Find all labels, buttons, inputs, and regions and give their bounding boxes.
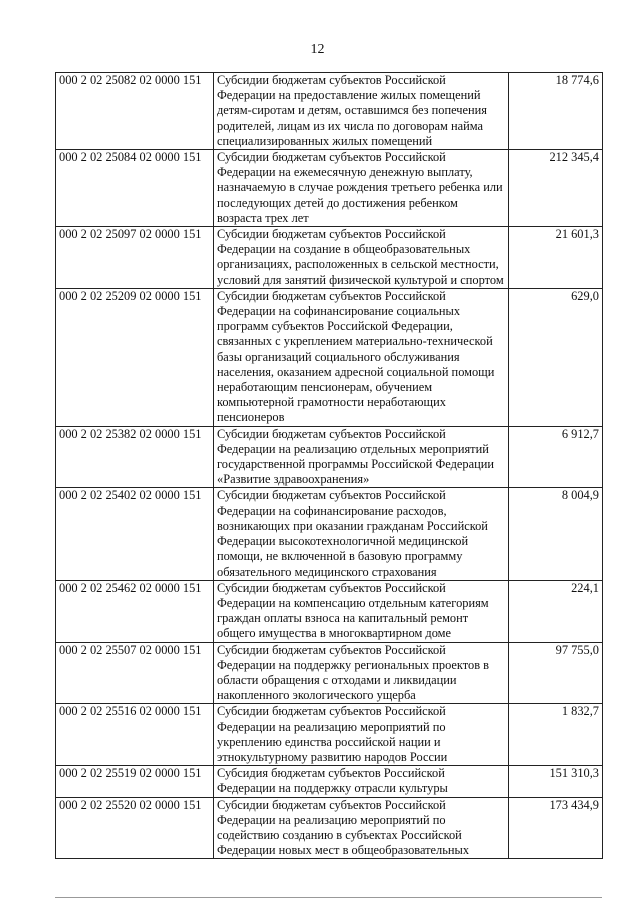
table-row — [56, 488, 603, 580]
budget-code: 000 2 02 25519 02 0000 151 — [56, 766, 214, 797]
subsidy-amount: 97 755,0 — [509, 642, 603, 704]
subsidy-description: Субсидии бюджетам субъектов Российской Федерации на поддержку региональных проектов в области обращения с отходами и ликвидации накопленного экологического ущерба — [214, 642, 509, 704]
subsidy-description: Субсидии бюджетам субъектов Российской Федерации на создание в общеобразовательных организациях, расположенных в сельской местности, условий для занятий физической культурой и спортом — [214, 227, 509, 289]
budget-code: 000 2 02 25520 02 0000 151 — [56, 797, 214, 859]
budget-code: 000 2 02 25507 02 0000 151 — [56, 642, 214, 704]
subsidy-description: Субсидии бюджетам субъектов Российской Федерации на софинансирование расходов, возникающих при оказании гражданам Российской Федерации высокотехнологичной медицинской помощи, не включенной в базовую программу обязательного медицинского страхования — [214, 488, 509, 580]
budget-code: 000 2 02 25082 02 0000 151 — [56, 73, 214, 150]
subsidy-amount: 151 310,3 — [509, 766, 603, 797]
subsidy-description: Субсидии бюджетам субъектов Российской Федерации на реализацию мероприятий по содействию созданию в субъектах Российской Федерации новых мест в общеобразовательных — [214, 797, 509, 859]
subsidy-amount: 1 832,7 — [509, 704, 603, 766]
subsidy-amount: 629,0 — [509, 288, 603, 426]
budget-table — [55, 72, 603, 859]
budget-code: 000 2 02 25382 02 0000 151 — [56, 426, 214, 488]
subsidy-description: Субсидии бюджетам субъектов Российской Федерации на софинансирование социальных программ субъектов Российской Федерации, связанных с укреплением материально-технической базы организаций социального обслуживания населения, оказанием адресной социальной помощи неработающим пенсионерам, обучением компьютерной грамотности неработающих пенсионеров — [214, 288, 509, 426]
subsidy-amount: 6 912,7 — [509, 426, 603, 488]
budget-code: 000 2 02 25516 02 0000 151 — [56, 704, 214, 766]
subsidy-description: Субсидии бюджетам субъектов Российской Федерации на компенсацию отдельным категориям граждан оплаты взноса на капитальный ремонт общего имущества в многоквартирном доме — [214, 580, 509, 642]
subsidy-description: Субсидии бюджетам субъектов Российской Федерации на реализацию мероприятий по укреплению единства российской нации и этнокультурному развитию народов России — [214, 704, 509, 766]
budget-code: 000 2 02 25084 02 0000 151 — [56, 150, 214, 227]
subsidy-amount: 224,1 — [509, 580, 603, 642]
subsidy-description: Субсидии бюджетам субъектов Российской Федерации на реализацию отдельных мероприятий государственной программы Российской Федерации «Развитие здравоохранения» — [214, 426, 509, 488]
table-row — [56, 288, 603, 426]
subsidy-description: Субсидии бюджетам субъектов Российской Федерации на ежемесячную денежную выплату, назначаемую в случае рождения третьего ребенка или последующих детей до достижения ребенком возраста трех лет — [214, 150, 509, 227]
table-row — [56, 227, 603, 289]
budget-code: 000 2 02 25462 02 0000 151 — [56, 580, 214, 642]
table-row — [56, 580, 603, 642]
table-row — [56, 642, 603, 704]
subsidy-amount: 173 434,9 — [509, 797, 603, 859]
table-row — [56, 704, 603, 766]
table-row — [56, 426, 603, 488]
table-row — [56, 797, 603, 859]
subsidy-description: Субсидия бюджетам субъектов Российской Федерации на поддержку отрасли культуры — [214, 766, 509, 797]
subsidy-amount: 18 774,6 — [509, 73, 603, 150]
page-bottom-rule — [55, 897, 602, 898]
budget-code: 000 2 02 25209 02 0000 151 — [56, 288, 214, 426]
subsidy-amount: 8 004,9 — [509, 488, 603, 580]
table-row — [56, 766, 603, 797]
table-row — [56, 73, 603, 150]
table-row — [56, 150, 603, 227]
subsidy-amount: 212 345,4 — [509, 150, 603, 227]
budget-code: 000 2 02 25097 02 0000 151 — [56, 227, 214, 289]
page-number: 12 — [310, 42, 325, 57]
subsidy-amount: 21 601,3 — [509, 227, 603, 289]
subsidy-description: Субсидии бюджетам субъектов Российской Федерации на предоставление жилых помещений детям-сиротам и детям, оставшимся без попечения родителей, лицам из их числа по договорам найма специализированных жилых помещений — [214, 73, 509, 150]
budget-code: 000 2 02 25402 02 0000 151 — [56, 488, 214, 580]
